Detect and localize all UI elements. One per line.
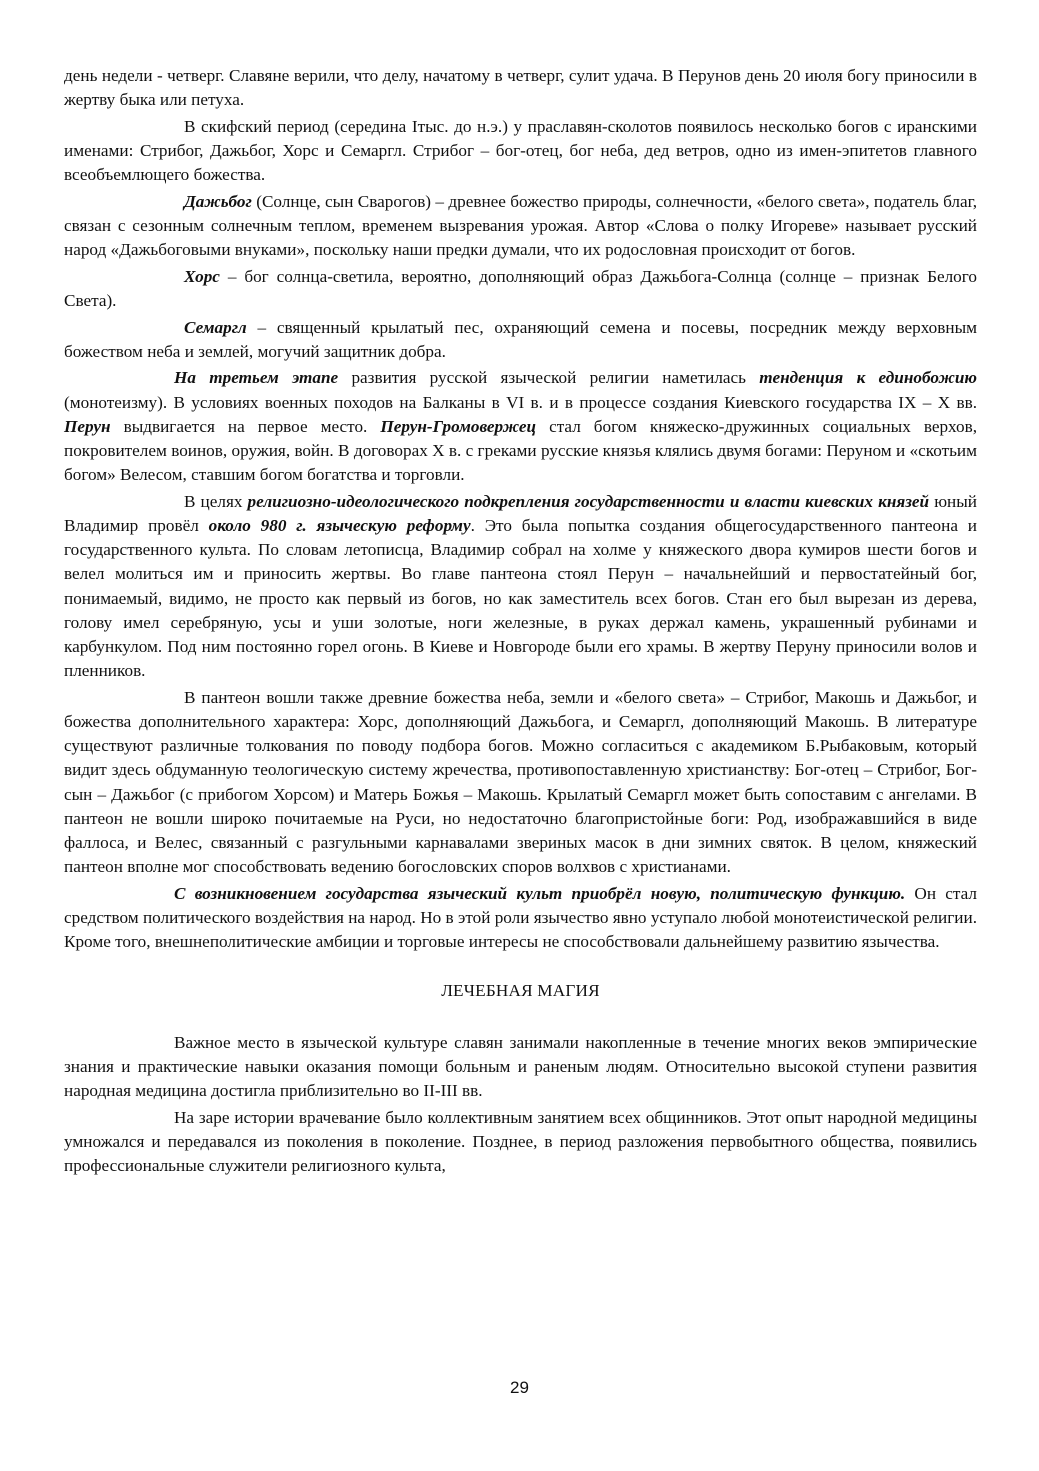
page-number: 29 [510,1378,529,1397]
paragraph-political-function [64,882,977,955]
emphasis-third-stage: На третьем этапе [174,368,339,388]
emphasis-reform: около 980 г. языческую реформу [208,516,471,535]
term-semargl: Семаргл [184,317,247,337]
term-khors: Хорс [184,266,220,286]
emphasis-political-function: С возникновением государства языческий культ приобрёл новую, политическую функцию. [174,883,906,903]
paragraph-text: В целях [184,491,248,511]
paragraph-text: выдвигается на первое место. [110,416,381,436]
paragraph-medicine-1: Важное место в языческой культуре славян занимали накопленные в течение многих веков эмпирические знания и практические навыки оказания помощи больным и раненым людям. Относительно высокой ступени развития народная медицина достигла приблизительно во II-III вв. [64,1032,977,1101]
document-page [64,64,977,1181]
paragraph-third-stage [64,366,977,487]
paragraph-khors [64,265,977,313]
emphasis-ideology: религиозно-идеологического подкрепления государственности и власти киевских князей [247,491,930,511]
paragraph-text: стал богом княжеско-дружинных социальных верхов, покровителем воинов, оружия, войн. В договорах X в. с греками русские князья клялись двумя богами: Перуном и «скотьим богом» Велесом, ставшим богом богатства и торговли. [64,416,977,485]
paragraph-text: Он стал средством политического воздействия на народ. Но в этой роли язычество явно уступало любой монотеистической религии. Кроме того, внешнеполитические амбиции и торговые интересы не способствовали дальнейшему развитию язычества. [64,883,977,952]
emphasis-monotheism: тенденция к единобожию [759,368,977,388]
paragraph-text: юный Владимир провёл [64,491,977,535]
section-heading: ЛЕЧЕБНАЯ МАГИЯ [441,981,600,1001]
paragraph-medicine-2: На заре истории врачевание было коллективным занятием всех общинников. Этот опыт народной медицины умножался и передавался из поколения в поколение. Позднее, в период разложения первобытного общества, появились профессиональные служители религиозного культа, [64,1107,977,1176]
paragraph-text: (монотеизму). В условиях военных походов на Балканы в VI в. и в процессе создания Киевского государства IX – X вв. [64,392,977,412]
paragraph-semargl [64,316,977,364]
paragraph-text: – священный крылатый пес, охраняющий семена и посевы, посредник между верховным божеством неба и землей, могучий защитник добра. [64,317,977,361]
paragraph-text: – бог солнца-светила, вероятно, дополняющий образ Дажьбога-Солнца (солнце – признак Белого Света). [64,266,977,310]
term-perun: Перун [64,416,111,436]
paragraph-pantheon: В пантеон вошли также древние божества неба, земли и «белого света» – Стрибог, Макошь и Дажьбог, и божества дополнительного характера: Хорс, дополняющий Дажьбога, и Семаргл, дополняющий Макошь. В литературе существуют различные толкования по поводу подбора богов. Можно согласиться с академиком Б.Рыбаковым, который видит здесь обдуманную теологическую систему жречества, противопоставленную христианству: Бог-отец – Стрибог, Бог-сын – Дажьбог (с прибогом Хорсом) и Матерь Божья – Макошь. Крылатый Семаргл может быть сопоставим с ангелами. В пантеон не вошли широко почитаемые на Руси, но недостаточно благопристойные боги: Род, изображавшийся в виде фаллоса, и Велес, связанный с разгульными карнавалами звериных масок в дни зимних святок. В целом, княжеский пантеон вполне мог способствовать ведению богословских споров волхвов с христианами. [64,687,977,877]
term-dazhbog: Дажьбог [184,191,252,211]
paragraph-text: развития русской языческой религии наметилась [338,368,760,388]
paragraph-1: день недели - четверг. Славяне верили, что делу, начатому в четверг, сулит удача. В Перунов день 20 июля богу приносили в жертву быка или петуха. [64,66,977,110]
paragraph-2: В скифский период (середина Iтыс. до н.э.) у праславян-сколотов появилось несколько богов с иранскими именами: Стрибог, Дажьбог, Хорс и Семаргл. Стрибог – бог-отец, бог неба, дед ветров, одно из имен-эпитетов главного всеобъемлющего божества. [64,116,977,185]
paragraph-text: . Это была попытка создания общегосударственного пантеона и государственного культа. По словам летописца, Владимир собрал на холме у княжеского двора кумиров шести богов и велел молиться им и приносить жертвы. Во главе пантеона стоял Перун – начальнейший и первостатейный бог, понимаемый, видимо, не просто как первый из богов, но как заместитель всех богов. Стан его был вырезан из дерева, голову имел серебряную, усы и уши золотые, ноги железные, в руках держал камень, украшенный рубинами и карбункулом. Под ним постоянно горел огонь. В Киеве и Новгороде были его храмы. В жертву Перуну приносили волов и пленников. [64,516,977,681]
term-perun-gromoverzhets: Перун-Громовержец [380,416,537,436]
paragraph-text: (Солнце, сын Сварогов) – древнее божество природы, солнечности, «белого света», податель благ, связан с сезонным солнечным теплом, временем вызревания урожая. Автор «Слова о полку Игореве» называет русский народ «Дажьбоговыми внуками», поскольку наши предки думали, что их родословная происходит от богов. [64,191,977,260]
paragraph-reform [64,490,977,684]
paragraph-dazhbog [64,190,977,263]
